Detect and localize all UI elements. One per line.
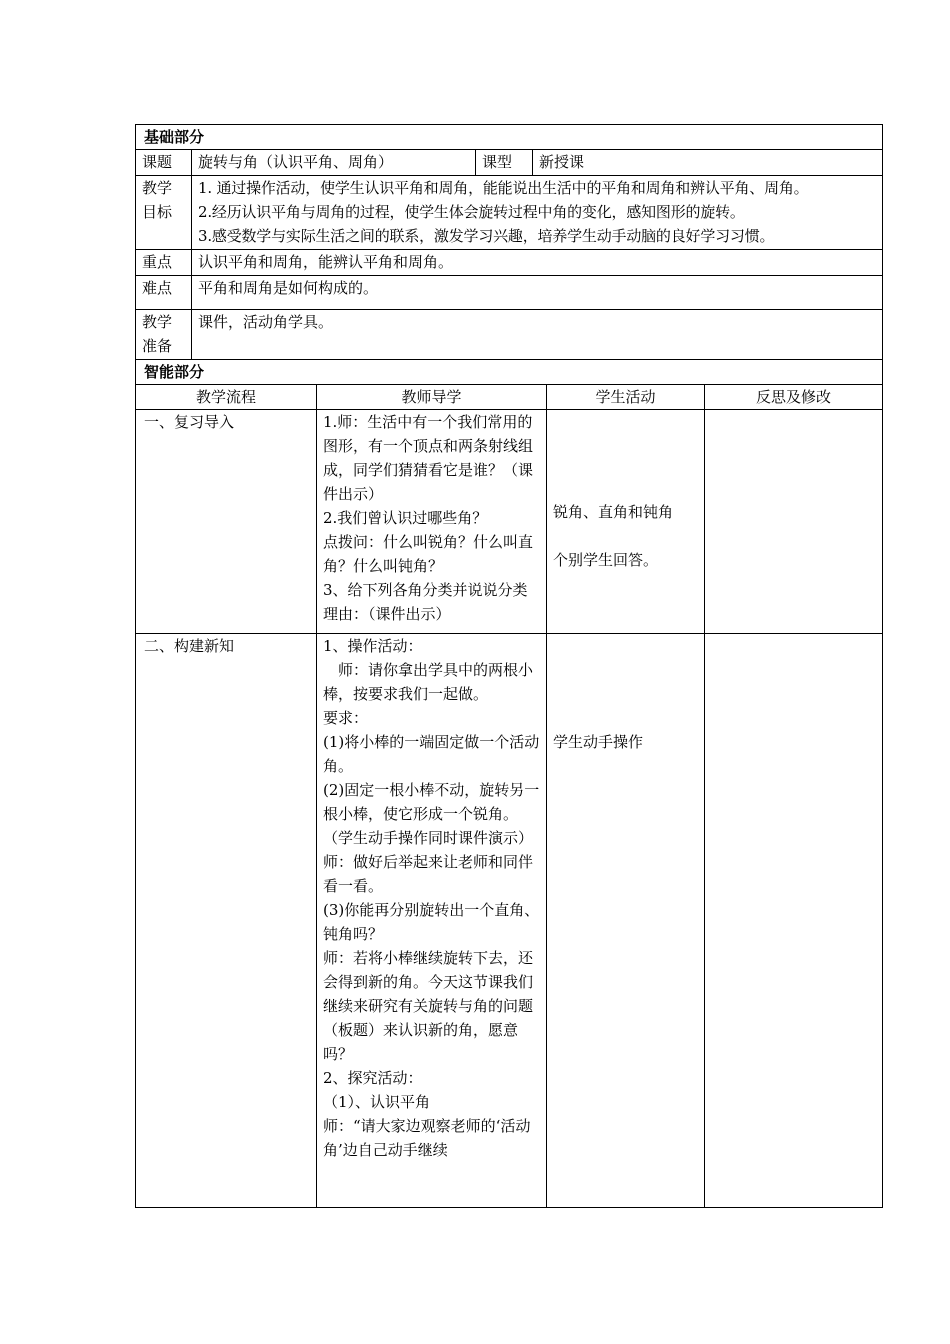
table-row <box>136 410 883 634</box>
teacher-paragraph: 2.我们曾认识过哪些角？ <box>323 509 488 527</box>
teacher-paragraph: 1.师：生活中有一个我们常用的图形，有一个顶点和两条射线组成，同学们猜猜看它是谁？（课件出示） <box>323 413 534 503</box>
student-activity: 锐角、直角和钝角 <box>553 503 674 521</box>
prep-label-line-1: 教学 <box>142 313 173 331</box>
basic-table <box>135 124 883 360</box>
teacher-paragraph: 师：“请大家边观察老师的‘活动角’边自己动手继续 <box>323 1117 531 1159</box>
topic-label: 课题 <box>136 150 192 176</box>
column-header-flow: 教学流程 <box>136 385 317 410</box>
reflection-cell <box>705 634 883 1208</box>
teacher-cell <box>317 410 547 634</box>
column-header-reflection: 反思及修改 <box>705 385 883 410</box>
smart-section-row <box>136 360 883 385</box>
type-value: 新授课 <box>533 150 883 176</box>
student-cell <box>547 634 705 1208</box>
flow-cell: 二、构建新知 <box>136 634 317 1208</box>
prep-label <box>136 310 192 360</box>
teacher-paragraph: 师：若将小棒继续旋转下去，还会得到新的角。今天这节课我们继续来研究有关旋转与角的问题（板题）来认识新的角，愿意吗？ <box>323 949 534 1063</box>
goals-label <box>136 176 192 250</box>
prep-row <box>136 310 883 360</box>
teacher-paragraph: 2、探究活动： <box>323 1069 423 1087</box>
teacher-paragraph: 3、给下列各角分类并说说分类理由：（课件出示） <box>323 581 528 623</box>
goals-row <box>136 176 883 250</box>
topic-row <box>136 150 883 176</box>
column-header-row <box>136 385 883 410</box>
goals-label-line-2: 目标 <box>142 203 173 221</box>
student-activity: 学生动手操作 <box>553 733 644 751</box>
teacher-paragraph: 1、操作活动： <box>323 637 423 655</box>
teacher-paragraph: （1）、认识平角 <box>323 1093 431 1111</box>
difficulty-label: 难点 <box>136 276 192 310</box>
goal-item: 2.经历认识平角与周角的过程，使学生体会旋转过程中角的变化，感知图形的旋转。 <box>198 203 745 221</box>
difficulty-value: 平角和周角是如何构成的。 <box>192 276 883 310</box>
teacher-paragraph: (3)你能再分别旋转出一个直角、钝角吗？ <box>323 901 540 943</box>
teacher-paragraph: 点拨问：什么叫锐角？什么叫直角？什么叫钝角？ <box>323 533 534 575</box>
topic-value: 旋转与角（认识平角、周角） <box>192 150 476 176</box>
teacher-cell <box>317 634 547 1208</box>
type-label: 课型 <box>476 150 533 176</box>
difficulty-row <box>136 276 883 310</box>
teacher-paragraph: (2)固定一根小棒不动，旋转另一根小棒，使它形成一个锐角。（学生动手操作同时课件演示） <box>323 781 540 847</box>
spacer <box>553 524 698 548</box>
teacher-paragraph: 师：做好后举起来让老师和同伴看一看。 <box>323 853 534 895</box>
goals-value <box>192 176 883 250</box>
key-label: 重点 <box>136 250 192 276</box>
smart-heading: 智能部分 <box>136 360 883 385</box>
teacher-paragraph: (1)将小棒的一端固定做一个活动角。 <box>323 733 540 775</box>
basic-heading: 基础部分 <box>136 125 883 150</box>
lesson-plan <box>135 124 882 1208</box>
teacher-paragraph: 师：请你拿出学具中的两根小棒，按要求我们一起做。 <box>323 661 534 703</box>
flow-cell: 一、复习导入 <box>136 410 317 634</box>
key-value: 认识平角和周角，能辨认平角和周角。 <box>192 250 883 276</box>
student-cell <box>547 410 705 634</box>
goal-item: 3.感受数学与实际生活之间的联系，激发学习兴趣，培养学生动手动脑的良好学习习惯。 <box>198 227 775 245</box>
basic-section-row <box>136 125 883 150</box>
teacher-paragraph: 要求： <box>323 709 369 727</box>
reflection-cell <box>705 410 883 634</box>
key-row <box>136 250 883 276</box>
student-activity: 个别学生回答。 <box>553 551 659 569</box>
column-header-teacher: 教师导学 <box>317 385 547 410</box>
prep-label-line-2: 准备 <box>142 337 173 355</box>
column-header-student: 学生活动 <box>547 385 705 410</box>
table-row <box>136 634 883 1208</box>
smart-table <box>135 359 883 1208</box>
goals-label-line-1: 教学 <box>142 179 173 197</box>
goal-item: 1. 通过操作活动，使学生认识平角和周角，能能说出生活中的平角和周角和辨认平角、周角。 <box>198 179 809 197</box>
prep-value: 课件，活动角学具。 <box>192 310 883 360</box>
